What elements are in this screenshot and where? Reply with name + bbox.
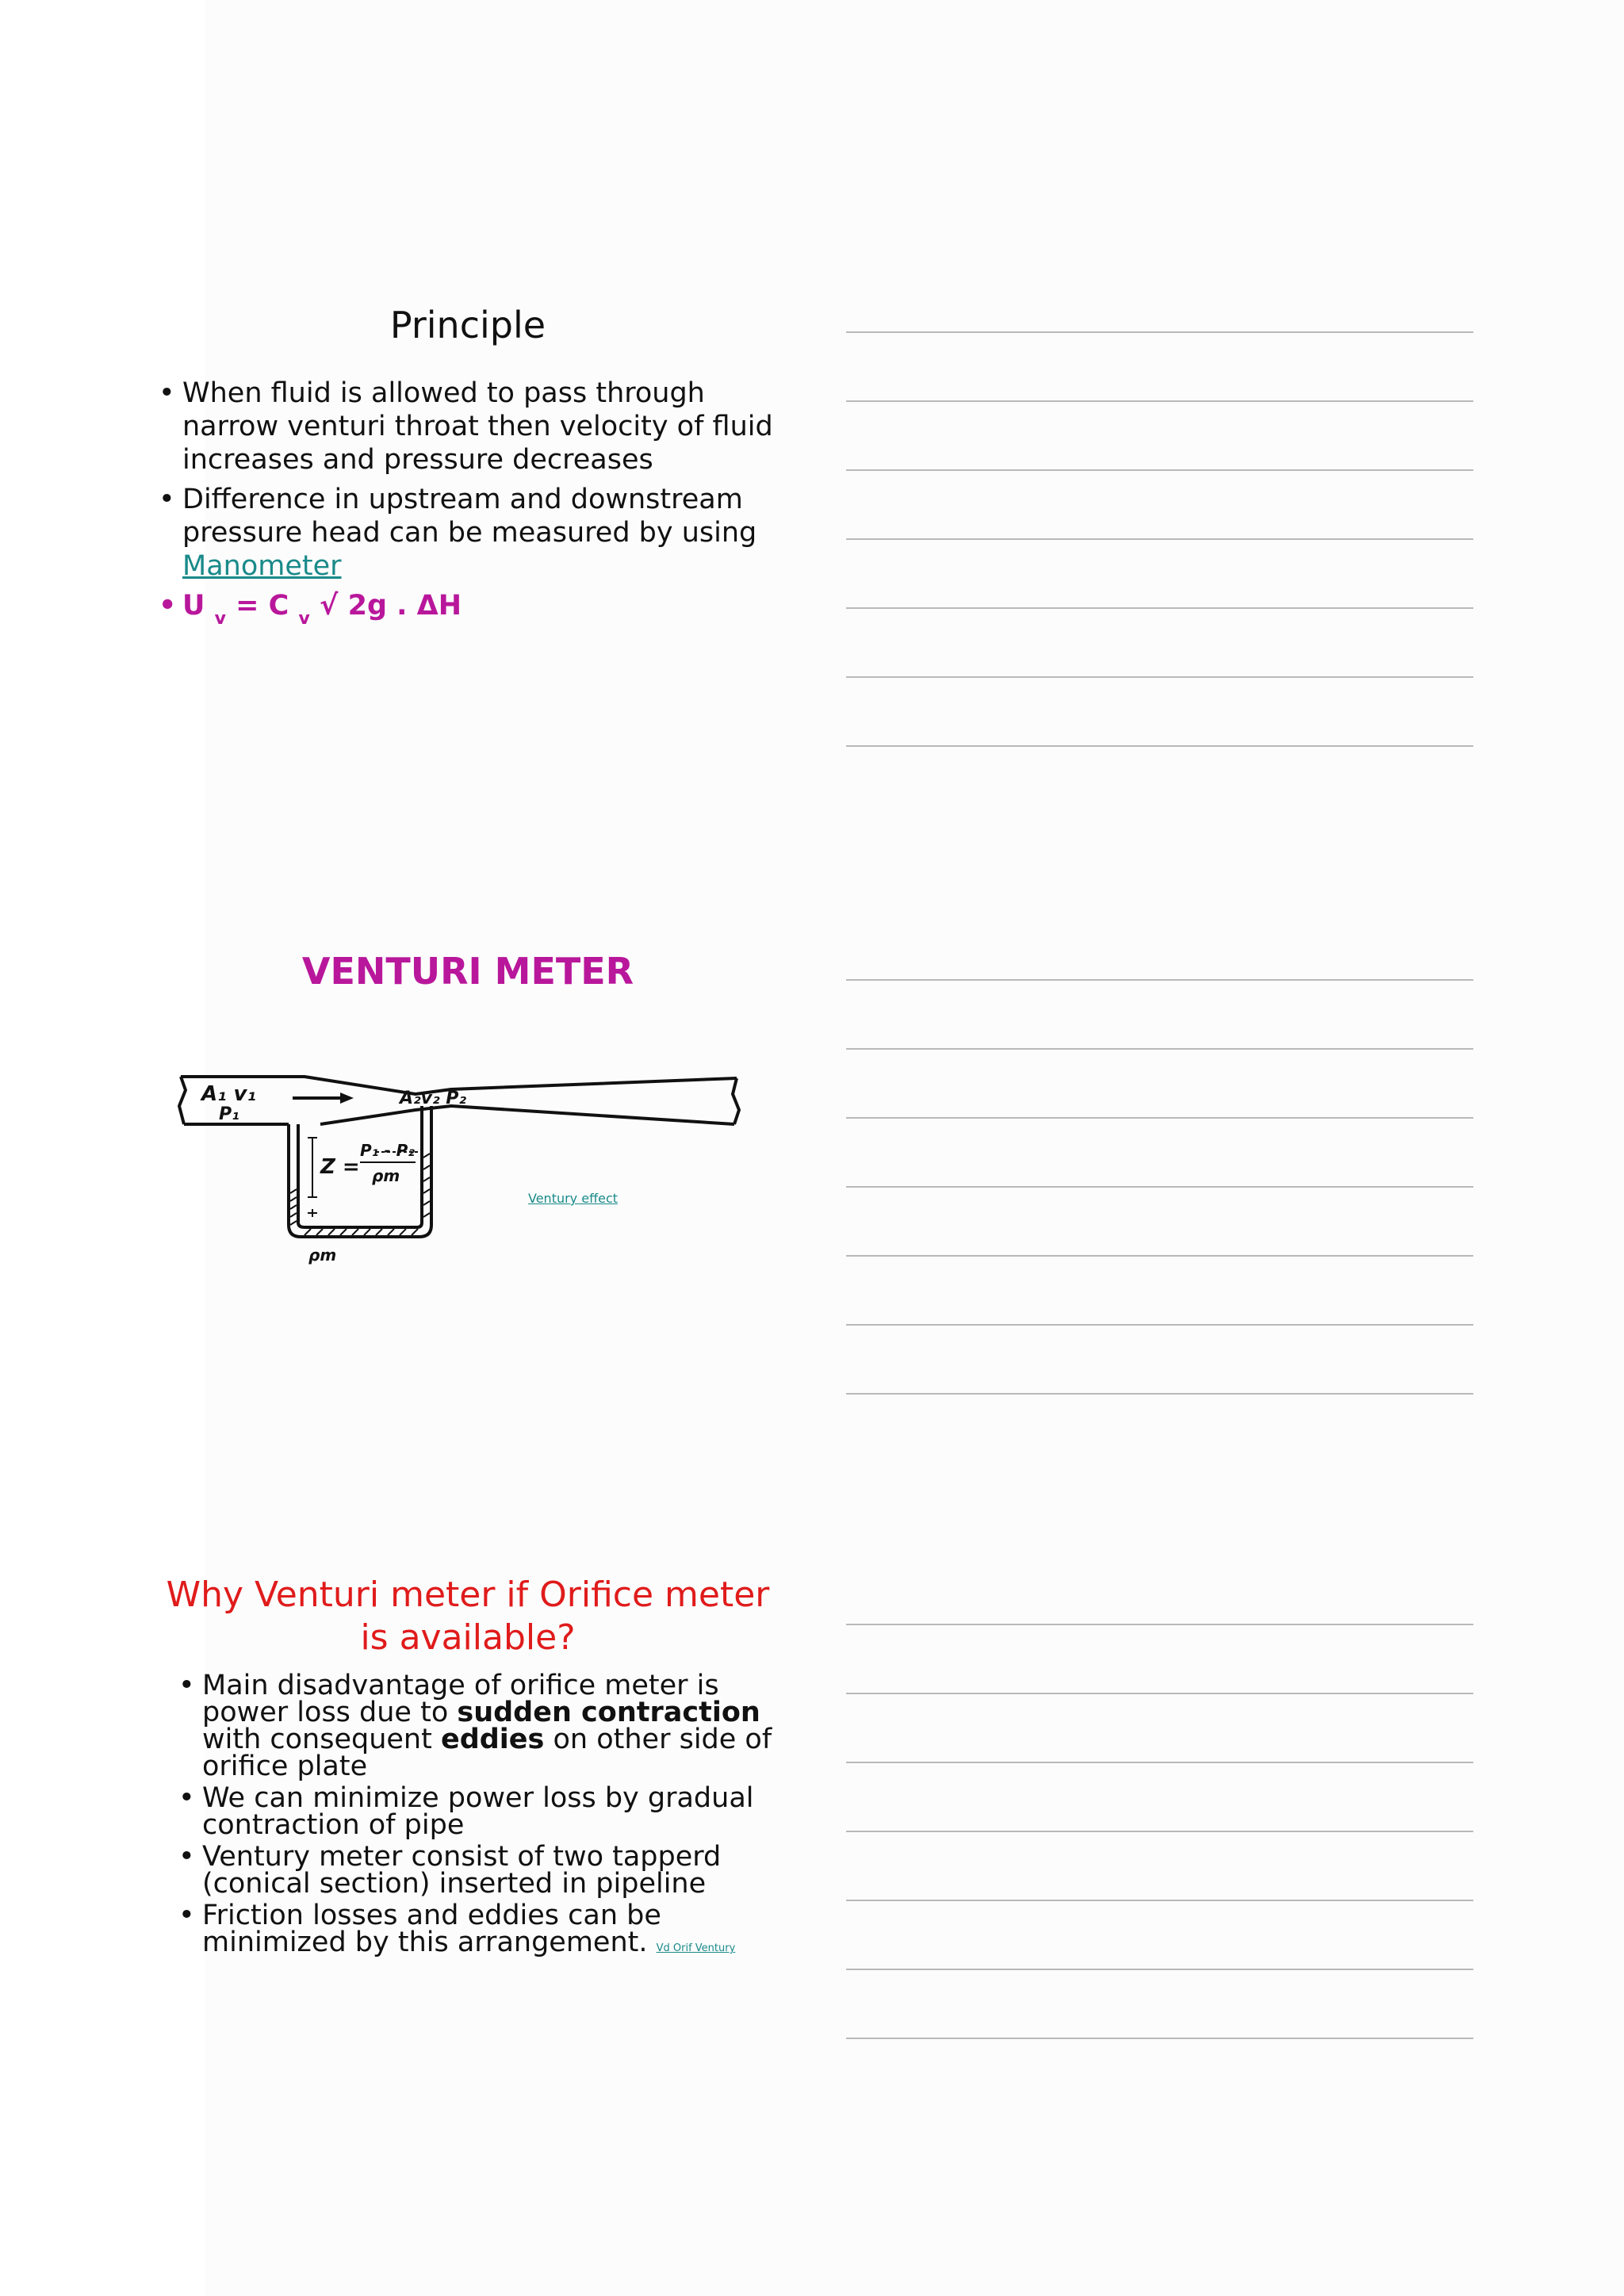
formula-mid: = C: [225, 590, 289, 622]
slide-title: Why Venturi meter if Orifice meter is available?: [166, 1575, 770, 1658]
note-line: [846, 912, 1473, 981]
note-line: [846, 333, 1473, 402]
notes-lines-slide3: [846, 1556, 1473, 2039]
bullet-bold-text: eddies: [440, 1724, 545, 1755]
formula-sub: v: [214, 609, 226, 629]
bullet-bold-text: sudden contraction: [457, 1697, 760, 1728]
bullet-text: We can minimize power loss by gradual contraction of pipe: [202, 1782, 754, 1841]
formula-sub: v: [298, 609, 310, 629]
slide-why-venturi: [159, 1574, 777, 1967]
note-line: [846, 1970, 1473, 2039]
bullet-text: on other side of orifice plate: [202, 1724, 772, 1782]
label-pressure-diff: P₁ - P₂: [360, 1141, 416, 1160]
note-line: [846, 1050, 1473, 1119]
label-rho-denominator: ρm: [372, 1166, 400, 1185]
formula-u: U: [182, 590, 205, 622]
notes-lines-slide2: [846, 912, 1473, 1395]
note-line: [846, 1326, 1473, 1395]
bullet-item: [178, 1841, 777, 1900]
note-line: [846, 1625, 1473, 1694]
ventury-effect-link[interactable]: Ventury effect: [528, 1191, 619, 1206]
bullet-text: Ventury meter consist of two tapperd (conical section) inserted in pipeline: [202, 1841, 722, 1900]
slide-principle: [159, 297, 777, 633]
bullet-text: Difference in upstream and downstream pressure head can be measured by using: [182, 484, 757, 549]
slide-title: Principle: [389, 304, 546, 346]
label-z: Z =: [320, 1155, 360, 1179]
bullet-item: [178, 1902, 777, 1962]
venturi-diagram: [178, 1070, 756, 1276]
note-line: [846, 981, 1473, 1050]
note-line: [846, 540, 1473, 609]
manometer-link[interactable]: Manometer: [182, 550, 342, 582]
dimension-marker: [308, 1138, 317, 1217]
bullet-list: [178, 1672, 777, 1962]
note-line: [846, 1694, 1473, 1763]
label-a1v1: A₁ v₁: [201, 1082, 256, 1106]
bullet-text: When fluid is allowed to pass through narrow venturi throat then velocity of fluid increases and pressure decreases: [182, 377, 773, 476]
notes-lines-slide1: [846, 264, 1473, 747]
slide-venturi-meter: [159, 943, 777, 1265]
bullet-text: with consequent: [202, 1724, 441, 1755]
bullet-item: [178, 1672, 777, 1780]
note-line: [846, 1119, 1473, 1188]
pipe-bottom-wall: [320, 1106, 734, 1124]
formula-rest: √ 2g . ΔH: [309, 590, 462, 622]
slide-title: VENTURI METER: [301, 950, 634, 993]
bullet-list: [159, 377, 777, 629]
manometer-inner: [298, 1106, 422, 1227]
note-line: [846, 678, 1473, 747]
note-line: [846, 1832, 1473, 1901]
manometer-outer: [289, 1106, 431, 1237]
label-rho-m: ρm: [308, 1246, 337, 1265]
note-line: [846, 471, 1473, 540]
bullet-item: [178, 1782, 777, 1841]
note-line: [846, 1901, 1473, 1970]
note-line: [846, 1556, 1473, 1625]
note-line: [846, 609, 1473, 678]
note-line: [846, 1763, 1473, 1832]
formula-item: [159, 589, 777, 629]
bullet-item: [159, 483, 777, 583]
vd-orif-ventury-link[interactable]: Vd Orif Ventury: [656, 1942, 736, 1954]
note-line: [846, 1257, 1473, 1326]
note-line: [846, 264, 1473, 333]
pipe-outlet-end: [733, 1078, 739, 1124]
label-p1: P₁: [219, 1104, 239, 1124]
bullet-text: Friction losses and eddies can be minimized by this arrangement.: [202, 1900, 661, 1958]
pipe-inlet-end: [179, 1077, 186, 1124]
label-a2v2p2: A₂v₂ P₂: [400, 1089, 467, 1108]
bullet-item: [159, 377, 777, 476]
bullet-text: Main disadvantage of orifice meter is power loss due to: [202, 1670, 719, 1728]
note-line: [846, 1188, 1473, 1257]
note-line: [846, 402, 1473, 471]
